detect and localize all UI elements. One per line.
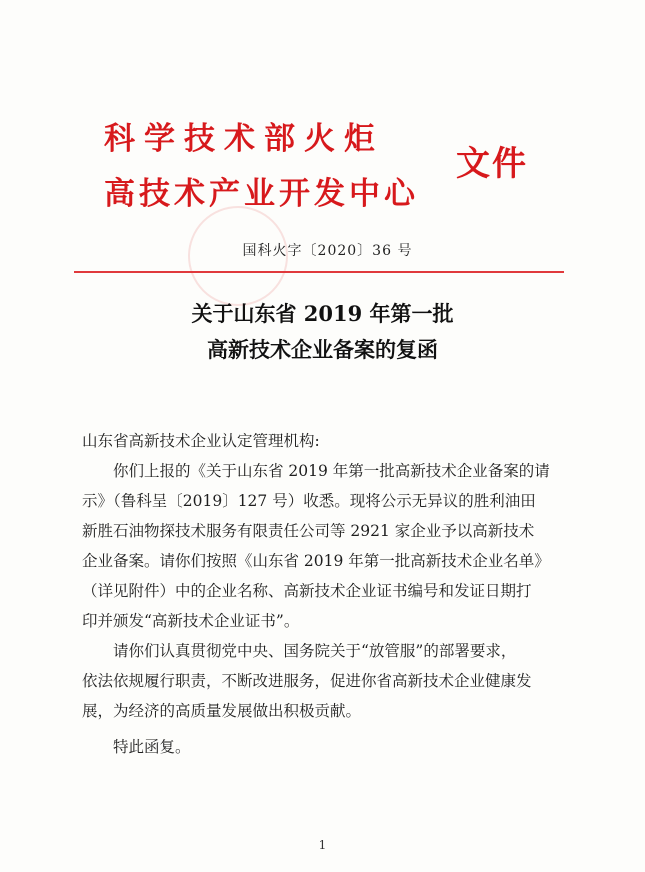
- letter-body: [82, 426, 612, 762]
- para1-line: 示》（鲁科呈〔2019〕127 号）收悉。现将公示无异议的胜利油田: [82, 492, 536, 510]
- para1-line: 你们上报的《关于山东省 2019 年第一批高新技术企业备案的请: [113, 462, 550, 480]
- document-title: [0, 296, 645, 368]
- page-number: 1: [318, 838, 327, 852]
- closing-remark: 特此函复。: [113, 738, 191, 756]
- para1-line: 企业备案。请你们按照《山东省 2019 年第一批高新技术企业名单》: [82, 552, 550, 570]
- para1-line: （详见附件）中的企业名称、高新技术企业证书编号和发证日期打: [82, 582, 532, 600]
- doc-type-label: 文件: [456, 144, 528, 184]
- para2-line: 请你们认真贯彻党中央、国务院关于“放管服”的部署要求，: [113, 642, 517, 660]
- title-line-2: 高新技术企业备案的复函: [207, 337, 438, 362]
- para1-line: 印并颁发“高新技术企业证书”。: [82, 612, 300, 630]
- issuing-organization: [104, 112, 419, 222]
- para2-line: 展，为经济的高质量发展做出积极贡献。: [82, 702, 362, 720]
- para2-line: 依法依规履行职责，不断改进服务，促进你省高新技术企业健康发: [82, 672, 532, 690]
- document-number: 国科火字〔2020〕36 号: [242, 243, 413, 259]
- salutation: 山东省高新技术企业认定管理机构:: [82, 432, 320, 450]
- red-divider-line: [74, 271, 564, 273]
- org-line-1: 科学技术部火炬: [104, 121, 384, 157]
- title-line-1: 关于山东省 2019 年第一批: [191, 301, 454, 326]
- para1-line: 新胜石油物探技术服务有限责任公司等 2921 家企业予以高新技术: [82, 522, 535, 540]
- org-line-2: 高技术产业开发中心: [104, 176, 419, 212]
